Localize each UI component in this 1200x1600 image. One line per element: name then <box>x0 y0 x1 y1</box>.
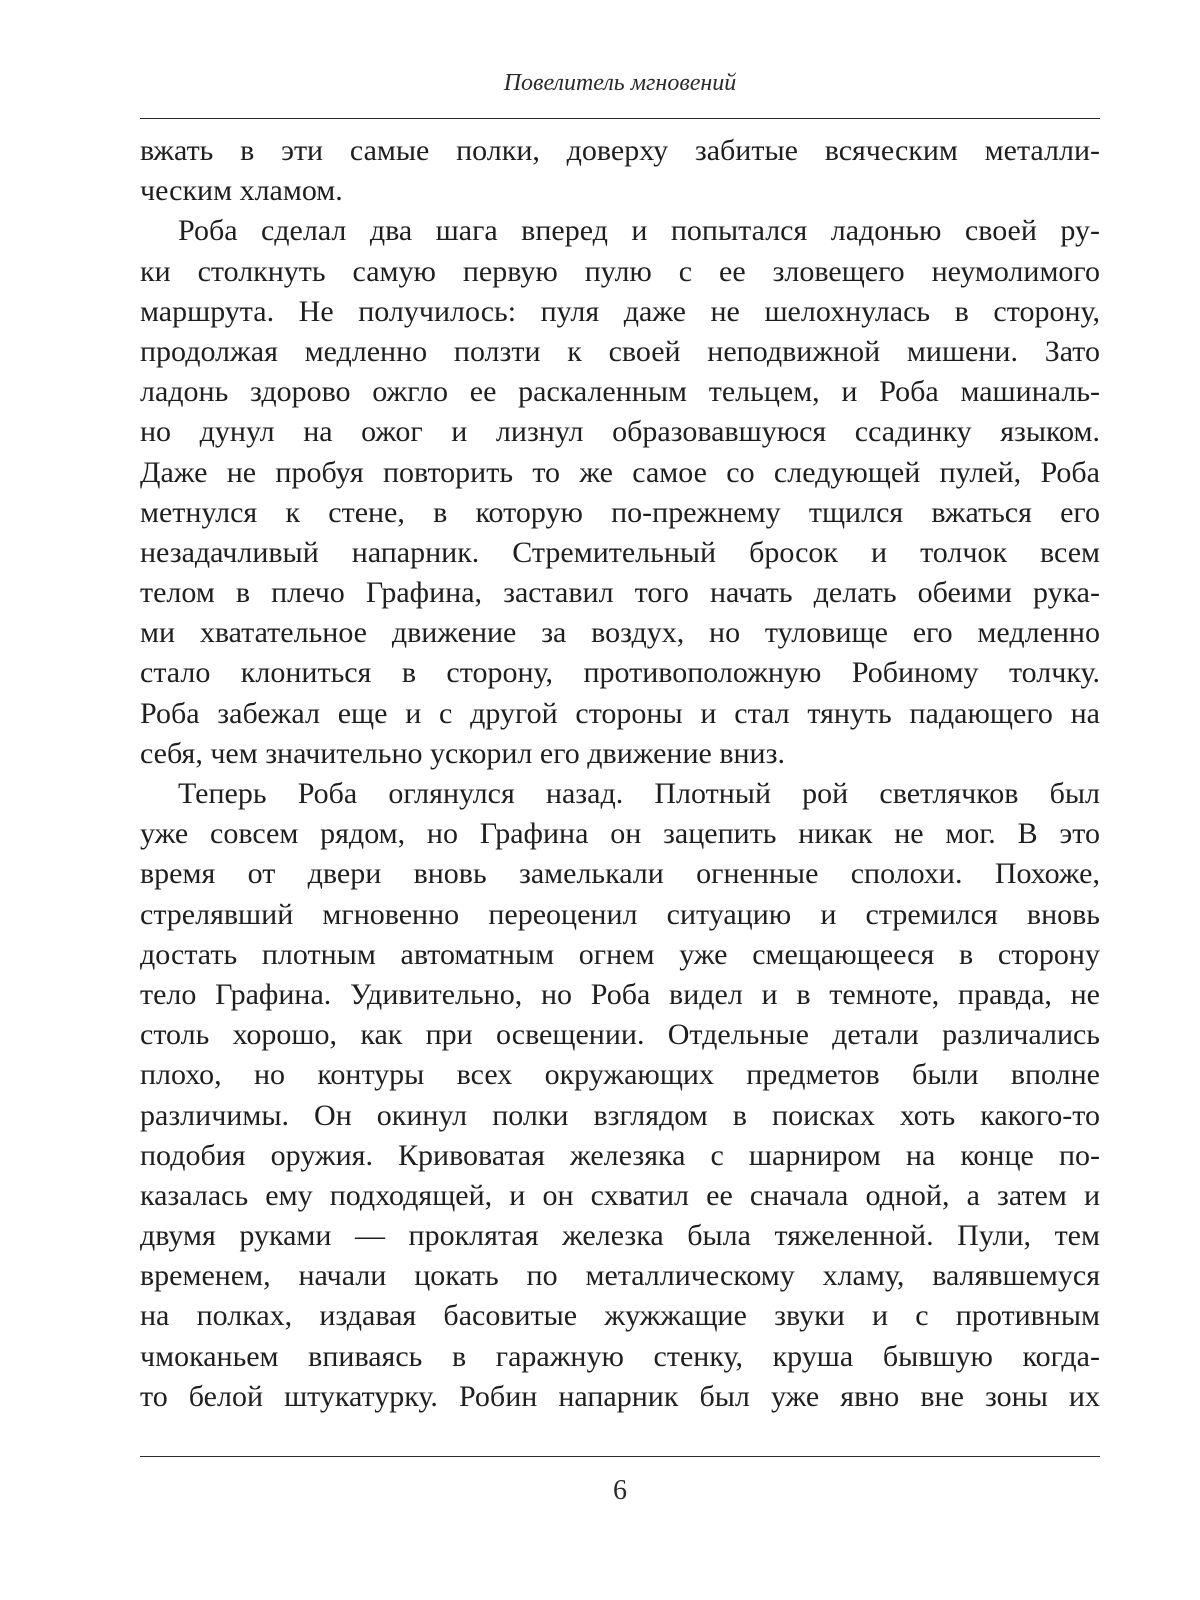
page-number: 6 <box>613 1475 627 1506</box>
text-line: ческим хламом. <box>140 174 343 208</box>
text-line: тело Графина. Удивительно, но Роба видел и в темноте, правда, не <box>140 977 1100 1011</box>
text-line: стало клониться в сторону, противоположную Робиному толчку. <box>140 656 1100 690</box>
text-line: но дунул на ожог и лизнул образовавшуюся ссадинку языком. <box>140 415 1100 449</box>
text-line: временем, начали цокать по металлическому хламу, валявшемуся <box>140 1259 1100 1293</box>
text-line: Роба забежал еще и с другой стороны и стал тянуть падающего на <box>140 696 1100 730</box>
text-line: Роба сделал два шага вперед и попытался ладонью своей ру- <box>178 214 1100 248</box>
text-line: ладонь здорово ожгло ее раскаленным тельцем, и Роба машиналь- <box>140 375 1100 409</box>
footer-rule <box>140 1456 1100 1457</box>
text-line: Даже не пробуя повторить то же самое со следующей пулей, Роба <box>140 455 1100 489</box>
text-line: ки столкнуть самую первую пулю с ее зловещего неумолимого <box>140 254 1100 288</box>
text-line: различимы. Он окинул полки взглядом в поисках хоть какого-то <box>140 1098 1100 1132</box>
text-line: стрелявший мгновенно переоценил ситуацию и стремился вновь <box>140 897 1100 931</box>
text-line: двумя руками — проклятая железка была тяжеленной. Пули, тем <box>140 1219 1100 1253</box>
text-line: чмоканьем впиваясь в гаражную стенку, круша бывшую когда- <box>140 1339 1100 1373</box>
text-line: достать плотным автоматным огнем уже смещающееся в сторону <box>140 937 1100 971</box>
text-line: плохо, но контуры всех окружающих предметов были вполне <box>140 1058 1100 1092</box>
text-line: телом в плечо Графина, заставил того начать делать обеими рука- <box>140 576 1100 610</box>
body-text <box>140 131 1100 1417</box>
text-line: подобия оружия. Кривоватая железяка с шарниром на конце по- <box>140 1138 1100 1172</box>
text-line: метнулся к стене, в которую по-прежнему тщился вжаться его <box>140 495 1100 529</box>
text-line: уже совсем рядом, но Графина он зацепить никак не мог. В это <box>140 817 1100 851</box>
text-line: ми хватательное движение за воздух, но туловище его медленно <box>140 616 1100 650</box>
text-line: продолжая медленно ползти к своей неподвижной мишени. Зато <box>140 334 1100 368</box>
header-rule <box>140 118 1100 119</box>
text-line: маршрута. Не получилось: пуля даже не шелохнулась в сторону, <box>140 294 1100 328</box>
text-line: столь хорошо, как при освещении. Отдельные детали различались <box>140 1018 1100 1052</box>
text-line: вжать в эти самые полки, доверху забитые всяческим металли- <box>140 134 1100 167</box>
text-line: время от двери вновь замелькали огненные сполохи. Похоже, <box>140 857 1100 891</box>
text-line: себя, чем значительно ускорил его движение вниз. <box>140 736 785 770</box>
text-line: Теперь Роба оглянулся назад. Плотный рой светлячков был <box>178 777 1100 810</box>
text-line: на полках, издавая басовитые жужжащие звуки и с противным <box>140 1299 1100 1333</box>
running-header-title: Повелитель мгновений <box>503 70 737 96</box>
text-line: незадачливый напарник. Стремительный бросок и толчок всем <box>140 535 1100 569</box>
text-line: то белой штукатурку. Робин напарник был уже явно вне зоны их <box>140 1379 1100 1413</box>
text-line: казалась ему подходящей, и он схватил ее сначала одной, а затем и <box>140 1178 1100 1212</box>
